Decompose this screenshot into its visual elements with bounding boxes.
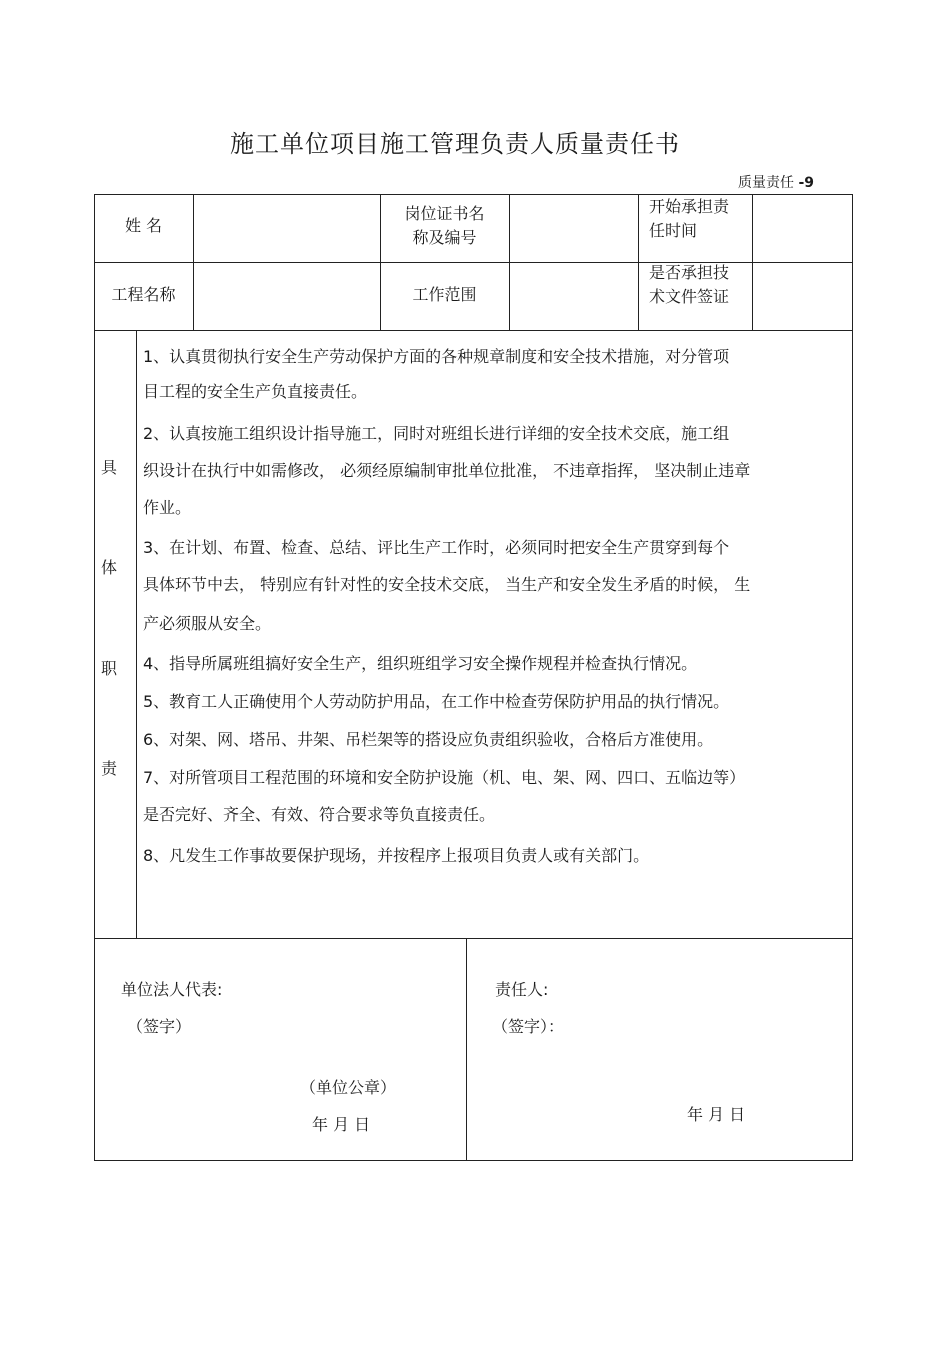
legal-rep-sign-label: （签字） bbox=[127, 1017, 192, 1036]
cert-label-line1: 岗位证书名 bbox=[404, 204, 485, 223]
duty-line: 作业。 bbox=[143, 498, 192, 517]
start-time-field[interactable] bbox=[753, 196, 852, 262]
duty-line: 织设计在执行中如需修改， 必须经原编制审批单位批准， 不违章指挥， 坚决制止违章 bbox=[143, 461, 751, 480]
document-code-label: 质量责任 bbox=[737, 175, 794, 191]
duty-line: 4、指导所属班组搞好安全生产，组织班组学习安全操作规程并检查执行情况。 bbox=[143, 654, 698, 673]
signoff-label-line2: 术文件签证 bbox=[649, 287, 730, 306]
cert-field[interactable] bbox=[510, 196, 637, 262]
row-divider-3 bbox=[94, 938, 853, 939]
row-divider-2 bbox=[94, 330, 853, 331]
duty-line: 具体环节中去， 特别应有针对性的安全技术交底， 当生产和安全发生矛盾的时候， 生 bbox=[143, 575, 751, 594]
duty-line: 3、在计划、布置、检查、总结、评比生产工作时，必须同时把安全生产贯穿到每个 bbox=[143, 538, 730, 557]
signoff-label bbox=[649, 261, 729, 309]
signature-divider bbox=[466, 938, 467, 1161]
duty-side-char-2: 体 bbox=[101, 558, 118, 577]
legal-rep-label: 单位法人代表: bbox=[121, 980, 223, 999]
col-divider-4 bbox=[638, 194, 639, 331]
document-code-value: -9 bbox=[798, 175, 814, 191]
duty-line: 8、凡发生工作事故要保护现场，并按程序上报项目负责人或有关部门。 bbox=[143, 846, 650, 865]
legal-rep-date: 年 月 日 bbox=[312, 1115, 371, 1134]
signoff-label-line1: 是否承担技 bbox=[649, 263, 730, 282]
duty-line: 产必须服从安全。 bbox=[143, 614, 272, 633]
duty-side-char-4: 责 bbox=[101, 759, 118, 778]
project-field[interactable] bbox=[194, 264, 379, 330]
project-label: 工程名称 bbox=[111, 285, 176, 304]
responsible-person-label: 责任人: bbox=[495, 980, 549, 999]
duty-line: 7、对所管项目工程范围的环境和安全防护设施（机、电、架、网、四口、五临边等） bbox=[143, 768, 746, 787]
duty-line: 6、对架、网、塔吊、井架、吊栏架等的搭设应负责组织验收，合格后方准使用。 bbox=[143, 730, 714, 749]
document-code bbox=[738, 172, 814, 192]
scope-label: 工作范围 bbox=[412, 285, 477, 304]
duty-line: 5、教育工人正确使用个人劳动防护用品，在工作中检查劳保防护用品的执行情况。 bbox=[143, 692, 730, 711]
scope-field[interactable] bbox=[510, 264, 637, 330]
company-seal-label: （单位公章） bbox=[300, 1078, 397, 1097]
responsible-person-sign-label: （签字）： bbox=[492, 1017, 565, 1036]
start-time-label bbox=[649, 195, 729, 243]
duty-side-char-3: 职 bbox=[101, 659, 118, 678]
duty-line: 目工程的安全生产负直接责任。 bbox=[143, 382, 368, 401]
name-label: 姓 名 bbox=[124, 216, 163, 235]
signoff-field[interactable] bbox=[753, 264, 852, 330]
start-time-label-line1: 开始承担责 bbox=[649, 197, 730, 216]
cert-label-line2: 称及编号 bbox=[412, 228, 477, 247]
name-field[interactable] bbox=[194, 196, 379, 262]
row-divider-1 bbox=[94, 262, 853, 263]
duty-line: 2、认真按施工组织设计指导施工，同时对班组长进行详细的安全技术交底，施工组 bbox=[143, 424, 730, 443]
duty-line: 是否完好、齐全、有效、符合要求等负直接责任。 bbox=[143, 805, 496, 824]
document-title: 施工单位项目施工管理负责人质量责任书 bbox=[230, 130, 680, 158]
start-time-label-line2: 任时间 bbox=[649, 221, 698, 240]
duty-side-divider bbox=[136, 330, 137, 939]
duty-side-char-1: 具 bbox=[101, 458, 118, 477]
duty-line: 1、认真贯彻执行安全生产劳动保护方面的各种规章制度和安全技术措施，对分管项 bbox=[143, 347, 730, 366]
responsible-person-date: 年 月 日 bbox=[687, 1105, 746, 1124]
responsibility-table bbox=[94, 194, 853, 1161]
cert-label bbox=[380, 202, 509, 250]
